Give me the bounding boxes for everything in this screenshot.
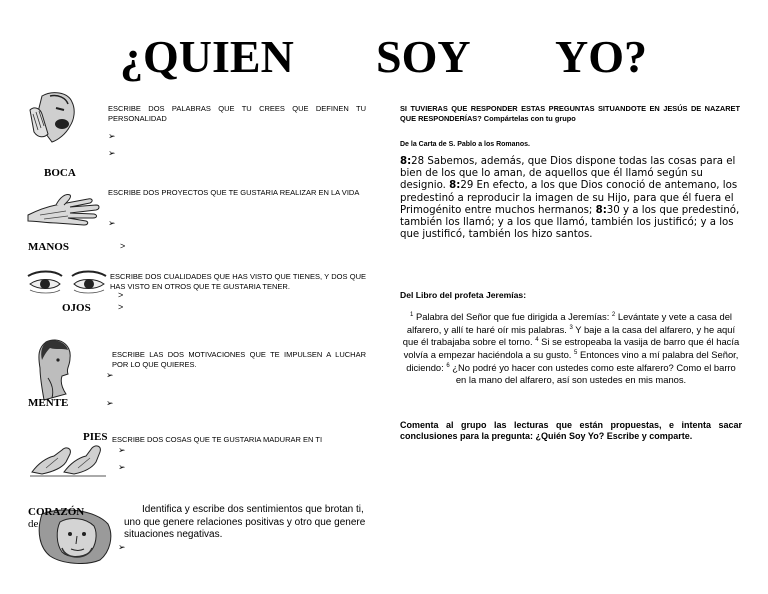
jer-verse-4-text: Si se estropeaba la vasija de barro que él hacía volvía a empezar haciéndola a su gusto. <box>403 336 740 361</box>
verse-28-text: Sabemos, además, que Dios dispone todas las cosas para el bien de los que lo aman, de aquellos que él llamó según su designio. <box>400 156 736 192</box>
mente-answer-1[interactable]: ➢ <box>106 370 114 380</box>
title-word-yo: YO? <box>555 31 647 82</box>
mente-answer-2[interactable]: ➢ <box>106 398 114 408</box>
hand-icon <box>26 185 102 229</box>
jer-verse-3-number: 3 <box>569 324 573 331</box>
ojos-answer-1[interactable]: > <box>118 290 124 300</box>
jer-verse-4-number: 4 <box>535 337 539 344</box>
boca-answer-1[interactable]: ➢ <box>108 131 116 141</box>
manos-answer-2[interactable]: > <box>120 241 126 251</box>
pies-label: PIES <box>83 431 108 443</box>
manos-answer-1[interactable]: ➢ <box>108 218 116 228</box>
page-title <box>0 30 768 90</box>
jeremias-source: Del Libro del profeta Jeremías: <box>400 290 527 300</box>
ojos-label: OJOS <box>62 302 91 314</box>
title-word-soy: SOY <box>376 31 471 82</box>
mente-prompt: ESCRIBE LAS DOS MOTIVACIONES QUE TE IMPULSEN A LUCHAR POR LO QUE QUIERES. <box>112 350 366 369</box>
verse-28-number: 28 <box>411 156 425 167</box>
pies-prompt: ESCRIBE DOS COSAS QUE TE GUSTARIA MADURAR EN TI <box>112 435 323 444</box>
verse-29-text: En efecto, a los que Dios conoció de antemano, los predestinó a reproducir la imagen de su Hijo, para que él fuera el Primogénito entre muchos hermanos; <box>400 180 738 216</box>
verse-28-chapter: 8: <box>400 156 412 167</box>
head-profile-icon <box>36 338 76 402</box>
manos-label: MANOS <box>28 241 69 253</box>
mente-label: MENTE <box>28 397 69 409</box>
verse-29-number: 29 <box>460 180 474 192</box>
jer-verse-5-text: Entonces vino a mí palabra del Señor, diciendo: <box>406 349 739 373</box>
jer-verse-6-number: 6 <box>446 362 450 369</box>
title-word-quien: ¿QUIEN <box>120 31 294 82</box>
romanos-text <box>400 156 742 241</box>
jer-verse-1-text: Palabra del Señor que fue dirigida a Jeremías: <box>413 311 612 323</box>
boca-prompt: ESCRIBE DOS PALABRAS QUE TU CREES QUE DEFINEN TU PERSONALIDAD <box>108 104 366 123</box>
jer-verse-3-text: Y baje a la casa del alfarero, y he aquí que él trabajaba sobre el torno. <box>402 323 736 348</box>
corazon-label: CORAZÓN <box>28 506 85 518</box>
pies-answer-2[interactable]: ➢ <box>118 462 126 472</box>
verse-30-number: 30 <box>606 204 620 216</box>
boca-answer-2[interactable]: ➢ <box>108 148 116 158</box>
jeremias-text <box>400 310 742 385</box>
boca-label: BOCA <box>44 167 76 179</box>
mouth-shout-icon <box>28 90 80 146</box>
manos-prompt: ESCRIBE DOS PROYECTOS QUE TE GUSTARIA REALIZAR EN LA VIDA <box>108 188 360 197</box>
verse-30-chapter: 8: <box>595 204 607 216</box>
jer-verse-2-text: Levántate y vete a casa del alfarero, y allí te haré oír mis palabras. <box>406 311 732 335</box>
jer-verse-2-number: 2 <box>611 312 616 318</box>
romanos-source: De la Carta de S. Pablo a los Romanos. <box>400 141 530 148</box>
corazon-answer-1[interactable]: ➢ <box>118 542 126 552</box>
eyes-icon <box>26 268 108 296</box>
pies-answer-1[interactable]: ➢ <box>118 445 126 455</box>
verse-30-text: y a los que predestinó, también los llamó; y a los que llamó, también los justificó; y a los que justificó, también los hizo santos. <box>400 204 740 241</box>
jer-verse-1-number: 1 <box>410 312 414 318</box>
ojos-answer-2[interactable]: > <box>118 302 124 312</box>
corazon-prompt: Identifica y escribe dos sentimientos que brotan ti, uno que genere relaciones positivas y otro que genere situaciones negativas. <box>124 504 366 540</box>
verse-29-chapter: 8: <box>449 180 461 192</box>
ojos-prompt: ESCRIBE DOS CUALIDADES QUE HAS VISTO QUE TIENES, Y DOS QUE HAS VISTO EN OTROS QUE TE GUSTARIA TENER. <box>110 272 366 291</box>
corazon-label-de: de <box>28 518 39 530</box>
jer-verse-6-text: ¿No podré yo hacer con ustedes como este alfarero? Como el barro en la mano del alfarero, así son ustedes en mis manos. <box>449 362 736 385</box>
right-heading: SI TUVIERAS QUE RESPONDER ESTAS PREGUNTAS SITUANDOTE EN JESÚS DE NAZARET QUE RESPONDERÍAS? Compártelas con tu grupo <box>400 104 740 123</box>
closing-instruction: Comenta al grupo las lecturas que están propuestas, e intenta sacar conclusiones para la pregunta: ¿Quién Soy Yo? Escribe y comparte. <box>400 420 742 441</box>
jer-verse-5-number: 5 <box>574 350 578 357</box>
